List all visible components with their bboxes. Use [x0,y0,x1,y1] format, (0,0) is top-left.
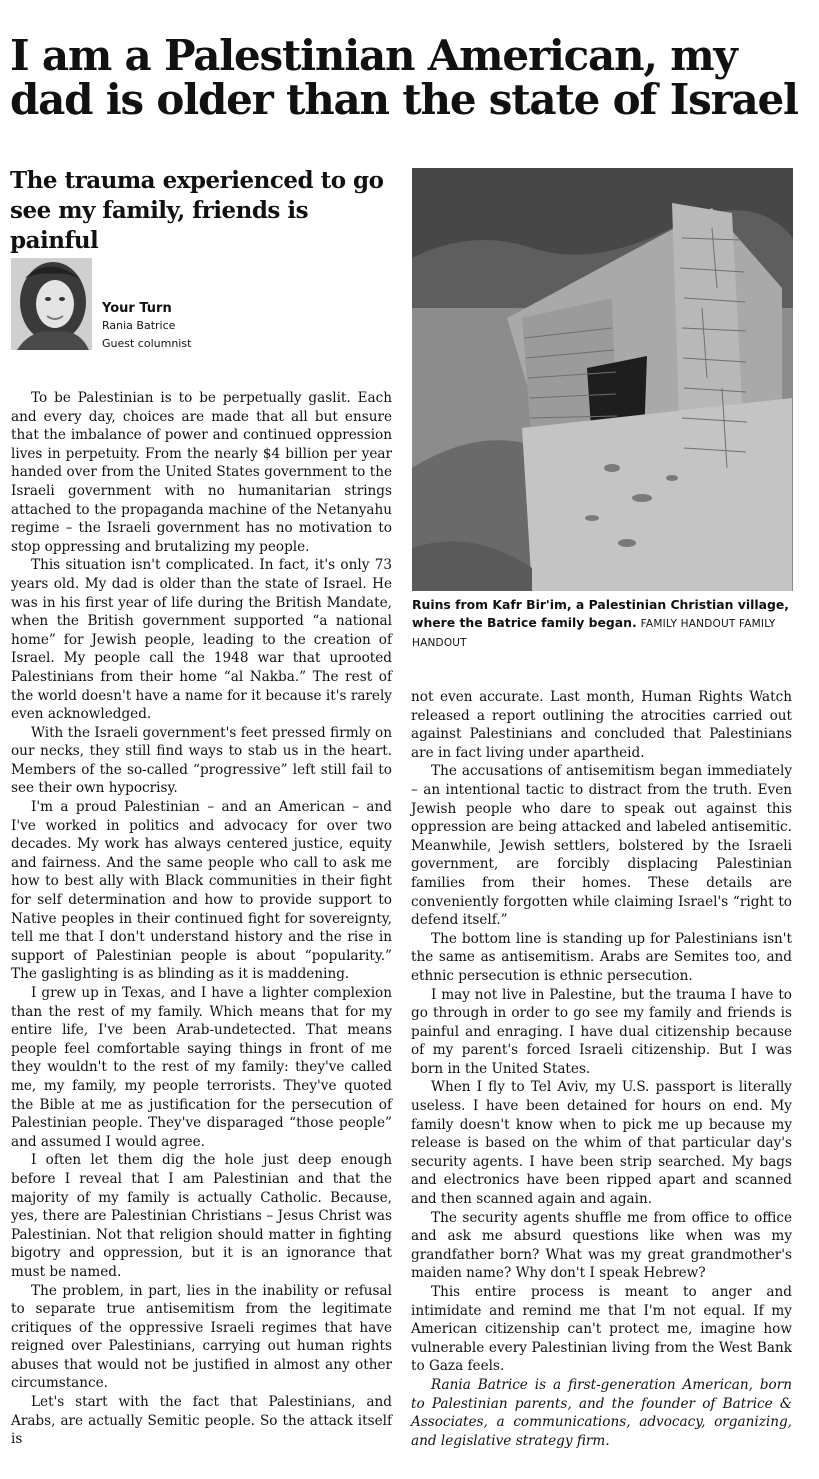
article-paragraph: Let's start with the fact that Palestinians, and Arabs, are actually Semitic people. So the attack itself is [11,1394,392,1448]
article-paragraph: The security agents shuffle me from office to office and ask me absurd questions like when was my grandfather born? What was my great grandmother's maiden name? Why don't I speak Hebrew? [411,1209,792,1282]
article-paragraph: To be Palestinian is to be perpetually gaslit. Each and every day, choices are made that all but ensure that the imbalance of power and continued oppression lives in perpetuity. From the nearly $4 billion per year handed over from the United States government to the Israeli government with no humanitarian strings attached to the propaganda machine of the Netanyahu regime – the Israeli government has no motivation to stop oppressing and brutalizing my people. [11,390,392,555]
ruins-photo [412,168,793,591]
photo-caption [412,596,793,652]
column-kicker: Your Turn [102,301,172,316]
article-paragraph: not even accurate. Last month, Human Rights Watch released a report outlining the atrocities carried out against Palestinians and concluded that Palestinians are in fact living under apartheid. [411,689,792,761]
article-column-left [11,389,392,1449]
byline [102,300,191,353]
article-paragraph: I often let them dig the hole just deep enough before I reveal that I am Palestinian and that the majority of my family is actually Catholic. Because, yes, there are Palestinian Christians – Jesus Christ was Palestinian. Not that religion should matter in fighting bigotry and oppression, but it is an ignorance that must be named. [11,1152,392,1280]
article-paragraph: The bottom line is standing up for Palestinians isn't the same as antisemitism. Arabs are Semites too, and ethnic persecution is ethnic persecution. [411,930,792,984]
author-portrait-image [11,258,92,350]
article-paragraph: With the Israeli government's feet pressed firmly on our necks, they still find ways to stab us in the heart. Members of the so-called “progressive” left still fail to see their own hypocrisy. [11,724,392,797]
article-paragraph: This situation isn't complicated. In fact, it's only 73 years old. My dad is older than the state of Israel. He was in his first year of life during the British Mandate, when the British government supported “a national home” for Jewish people, leading to the creation of Israel. My people call the 1948 war that uprooted Palestinians from their home “al Nakba.” The rest of the world doesn't have a name for it because it's rarely even acknowledged. [11,557,392,723]
author-role: Guest columnist [102,337,192,350]
article-paragraph: The accusations of antisemitism began immediately – an intentional tactic to distract from the truth. Even Jewish people who dare to speak out against this oppression are being attacked and labeled antisemitic. Meanwhile, Jewish settlers, bolstered by the Israeli government, are forcibly displacing Palestinian families from their homes. These details are conveniently forgotten while claiming Israel's “right to defend itself.” [411,763,792,929]
headline: I am a Palestinian American, my dad is older than the state of Israel [10,31,798,124]
author-bio: Rania Batrice is a first-generation American, born to Palestinian parents, and the founder of Batrice & Associates, a communications, advocacy, organizing, and legislative strategy firm. [411,1376,792,1449]
subheadline: The trauma experienced to go see my family, friends is painful [10,167,384,254]
article-paragraph: This entire process is meant to anger and intimidate and remind me that I'm not equal. If my American citizenship can't protect me, imagine how vulnerable every Palestinian living from the West Bank to Gaza feels. [411,1284,792,1375]
author-headshot [11,258,92,350]
article-paragraph: I grew up in Texas, and I have a lighter complexion than the rest of my family. Which means that for my entire life, I've been Arab-undetected. That means people feel comfortable saying things in front of me they wouldn't to the rest of my family: they've called me, my family, my people terrorists. They've quoted the Bible at me as justification for the persecution of Palestinian people. They've disparaged “those people” and assumed I would agree. [11,985,392,1150]
article-paragraph: I may not live in Palestine, but the trauma I have to go through in order to go see my family and friends is painful and enraging. I have dual citizenship because of my parent's forced Israeli citizenship. But I was born in the United States. [411,986,792,1077]
article-column-right [411,688,792,1450]
article-paragraph: When I fly to Tel Aviv, my U.S. passport is literally useless. I have been detained for hours on end. My family doesn't know when to pick me up because my release is based on the whim of that particular day's security agents. I have been strip searched. My bags and electronics have been ripped apart and scanned and then scanned again and again. [411,1079,792,1208]
caption-text: Ruins from Kafr Bir'im, a Palestinian Christian village, where the Batrice family began. [412,597,789,630]
author-name: Rania Batrice [102,319,176,332]
ruins-image [412,168,793,591]
article-paragraph: I'm a proud Palestinian – and an American – and I've worked in politics and advocacy for over two decades. My work has always centered justice, equity and fairness. And the same people who call to ask me how to best ally with Black communities in their fight for self determination and how to provide support to Native peoples in their continued fight for sovereignty, tell me that I don't understand history and the rise in support of Palestinian people is about “popularity.” The gaslighting is as blinding as it is maddening. [11,799,392,983]
article-paragraph: The problem, in part, lies in the inability or refusal to separate true antisemitism from the legitimate critiques of the oppressive Israeli regimes that have reigned over Palestinians, carrying out human rights abuses that would not be justified in almost any other circumstance. [11,1282,392,1392]
photo-credit: FAMILY HANDOUT FAMILY HANDOUT [412,618,776,649]
